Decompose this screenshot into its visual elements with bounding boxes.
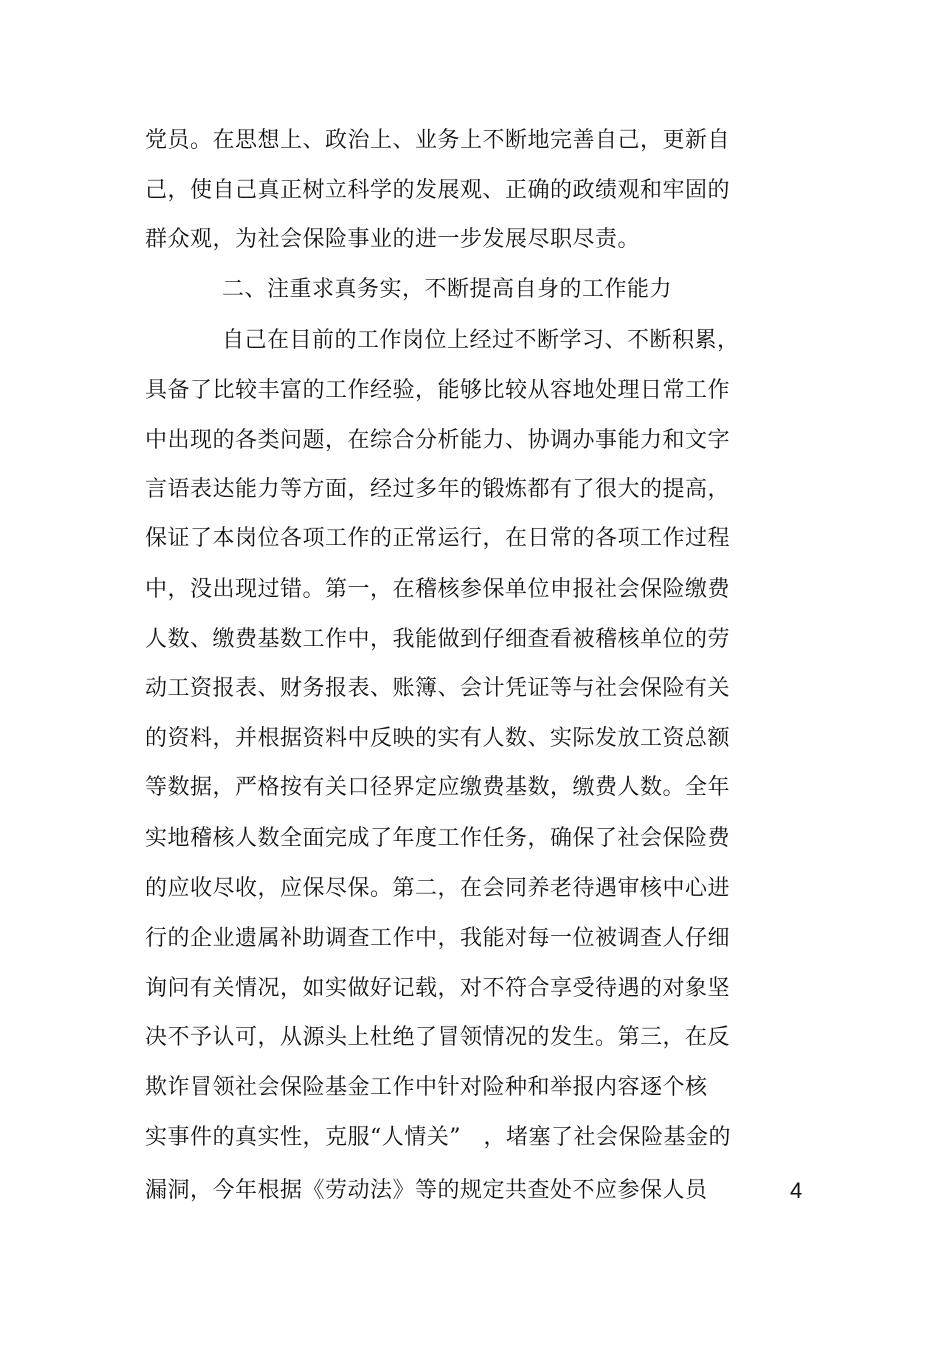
- text-line: 言语表达能力等方面，经过多年的锻炼都有了很大的提高，: [145, 477, 731, 502]
- text-line: 保证了本岗位各项工作的正常运行，在日常的各项工作过程: [145, 526, 731, 551]
- text-line: 党员。在思想上、政治上、业务上不断地完善自己，更新自: [145, 128, 731, 153]
- section-heading: 二、注重求真务实，不断提高自身的工作能力: [222, 277, 673, 302]
- text-line: 实事件的真实性，克服“人情关” ，堵塞了社会保险基金的: [145, 1125, 731, 1150]
- text-line: 欺诈冒领社会保险基金工作中针对险种和举报内容逐个核: [145, 1075, 708, 1100]
- text-line: 动工资报表、财务报表、账簿、会计凭证等与社会保险有关: [145, 676, 731, 701]
- text-line: 实地稽核人数全面完成了年度工作任务，确保了社会保险费: [145, 826, 731, 851]
- text-line: 漏洞，今年根据《劳动法》等的规定共查处不应参保人员: [145, 1178, 708, 1203]
- text-line: 具备了比较丰富的工作经验，能够比较从容地处理日常工作: [145, 378, 731, 403]
- text-line: 己，使自己真正树立科学的发展观、正确的政绩观和牢固的: [145, 178, 731, 203]
- text-line: 的资料，并根据资料中反映的实有人数、实际发放工资总额: [145, 726, 731, 751]
- text-line: 中，没出现过错。第一，在稽核参保单位申报社会保险缴费: [145, 577, 731, 602]
- text-line: 决不予认可，从源头上杜绝了冒领情况的发生。第三，在反: [145, 1025, 731, 1050]
- text-line: 群众观，为社会保险事业的进一步发展尽职尽责。: [145, 227, 641, 252]
- text-line: 行的企业遗属补助调查工作中，我能对每一位被调查人仔细: [145, 926, 731, 951]
- text-line: 询问有关情况，如实做好记载，对不符合享受待遇的对象坚: [145, 976, 731, 1001]
- text-line: 人数、缴费基数工作中，我能做到仔细查看被稽核单位的劳: [145, 627, 731, 652]
- paragraph-first-line: 自己在目前的工作岗位上经过不断学习、不断积累，: [222, 328, 740, 353]
- page-number: 4: [790, 1178, 803, 1203]
- text-line: 中出现的各类问题，在综合分析能力、协调办事能力和文字: [145, 428, 731, 453]
- text-line: 的应收尽收，应保尽保。第二，在会同养老待遇审核中心进: [145, 876, 731, 901]
- text-line: 等数据，严格按有关口径界定应缴费基数，缴费人数。全年: [145, 775, 731, 800]
